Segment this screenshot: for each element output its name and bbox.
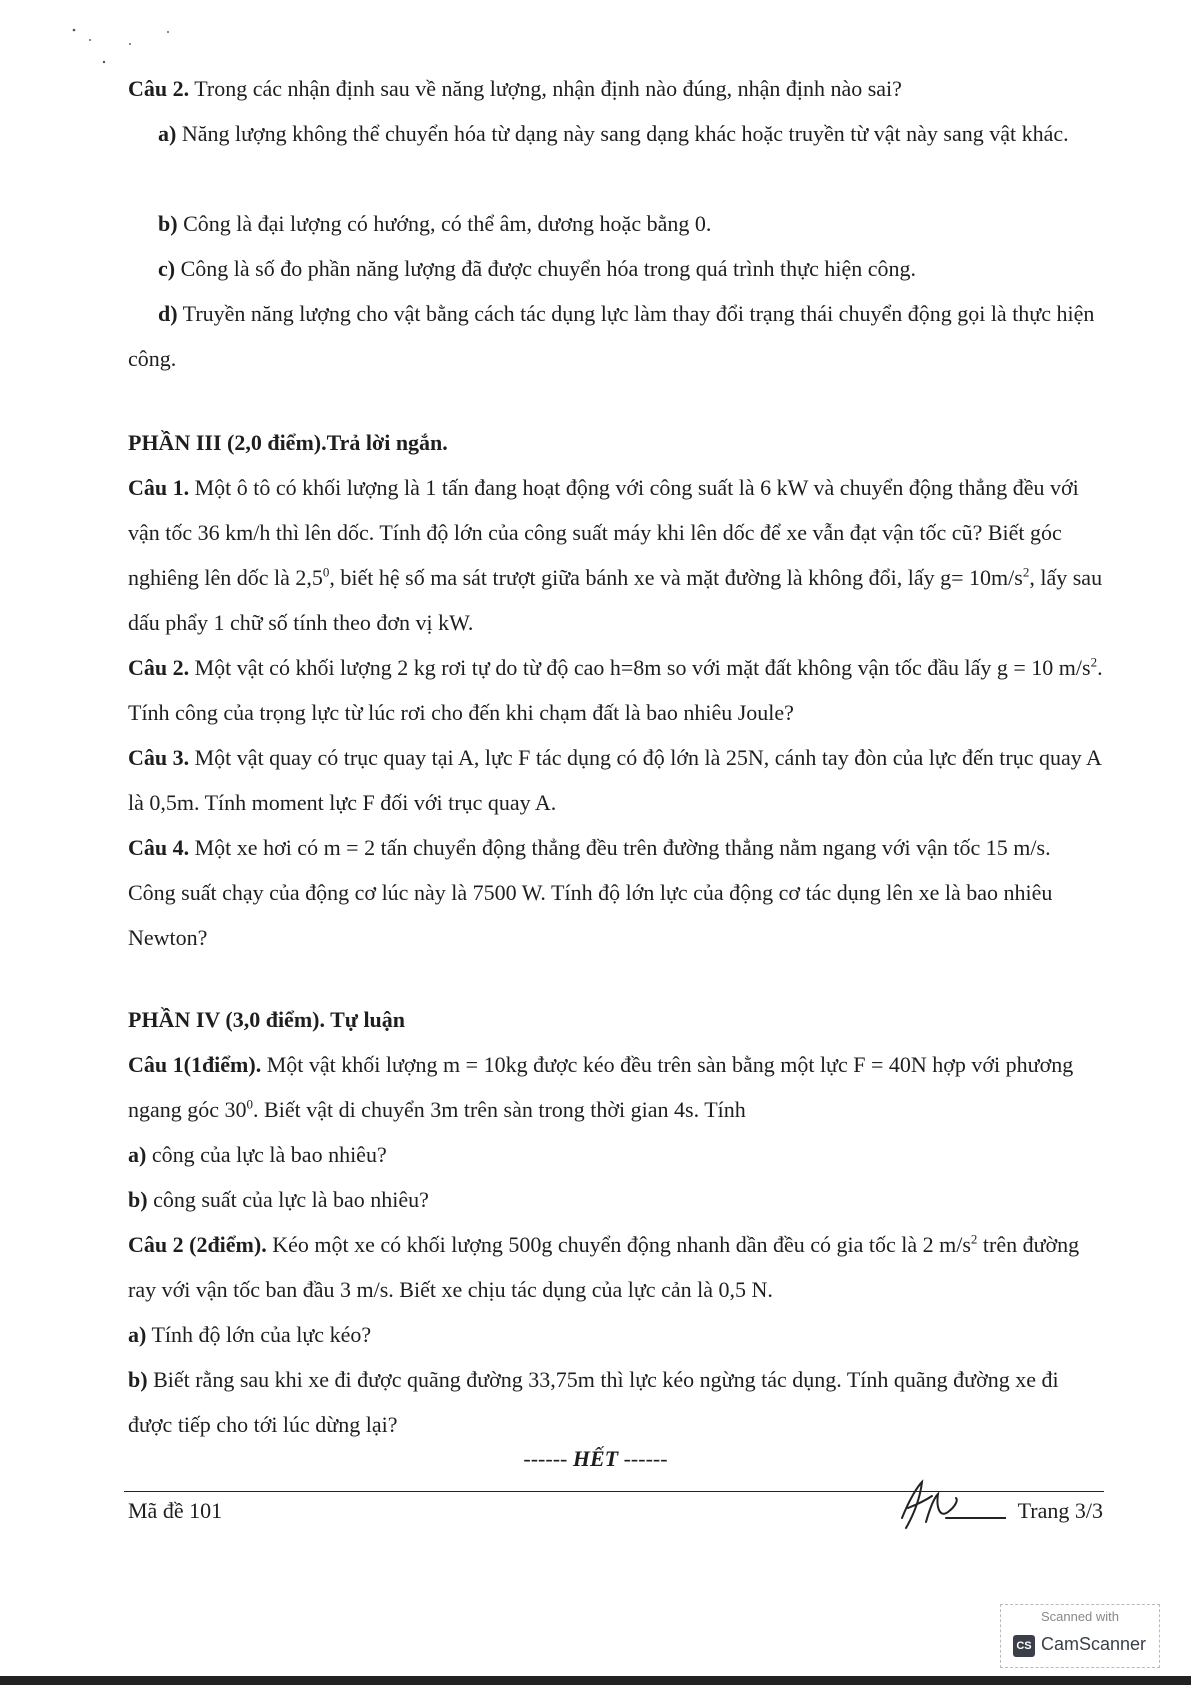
- question-text: Trong các nhận định sau về năng lượng, nhận định nào đúng, nhận định nào sai?: [194, 76, 902, 101]
- question-text: . Tính công của trọng lực từ lúc rơi cho đến khi chạm đất là bao nhiêu Joule?: [128, 655, 1103, 725]
- question-text: . Biết vật di chuyển 3m trên sàn trong thời gian 4s. Tính: [253, 1097, 746, 1122]
- part-3-question-4: [128, 825, 1103, 960]
- end-dashes-right: ------: [623, 1446, 668, 1471]
- subquestion-label: b): [128, 1367, 148, 1392]
- statement-a: [128, 111, 1103, 156]
- part-3-question-2: [128, 645, 1103, 735]
- statement-text: Công là số đo phần năng lượng đã được chuyển hóa trong quá trình thực hiện công.: [180, 256, 916, 281]
- statement-label: c): [158, 256, 176, 281]
- subquestion-label: a): [128, 1142, 147, 1167]
- question-text: Một vật có khối lượng 2 kg rơi tự do từ độ cao h=8m so với mặt đất không vận tốc đầu lấy g = 10 m/s: [194, 655, 1091, 680]
- subquestion-label: b): [128, 1187, 148, 1212]
- part-4-question-2-part-a: [128, 1312, 1103, 1357]
- superscript: 2: [970, 1231, 978, 1247]
- superscript: 2: [1090, 654, 1098, 670]
- question-label: Câu 1(1điểm).: [128, 1052, 262, 1077]
- part-3-question-1: [128, 465, 1103, 645]
- question-text: Một vật khối lượng m = 10kg được kéo đều trên sàn bằng một lực F = 40N hợp với phương ngang góc 30: [128, 1052, 1074, 1122]
- statement-label: b): [158, 211, 178, 236]
- part-3-question-3: [128, 735, 1103, 825]
- question-text: trên đường ray với vận tốc ban đầu 3 m/s. Biết xe chịu tác dụng của lực cản là 0,5 N.: [128, 1232, 1080, 1302]
- question-label: Câu 3.: [128, 745, 190, 770]
- statement-label: d): [158, 301, 178, 326]
- statement-text: Truyền năng lượng cho vật bằng cách tác dụng lực làm thay đổi trạng thái chuyển động gọi là thực hiện công.: [128, 301, 1095, 371]
- superscript: 0: [322, 564, 330, 580]
- camscanner-logo-icon: CS: [1013, 1635, 1035, 1657]
- scan-noise-marks: [60, 18, 180, 68]
- watermark-caption: Scanned with: [1040, 1609, 1120, 1624]
- question-text: Một xe hơi có m = 2 tấn chuyển động thẳng đều trên đường thẳng nằm ngang với vận tốc 15 m/s. Công suất chạy của động cơ lúc này là 7500 W. Tính độ lớn lực của động cơ tác dụng lên xe là bao nhiêu Newton?: [128, 835, 1053, 950]
- question-label: Câu 2.: [128, 76, 190, 101]
- question-text: Một vật quay có trục quay tại A, lực F tác dụng có độ lớn là 25N, cánh tay đòn của lực đến trục quay A là 0,5m. Tính moment lực F đối với trục quay A.: [128, 745, 1101, 815]
- question-text: Kéo một xe có khối lượng 500g chuyển động nhanh dần đều có gia tốc là 2 m/s: [272, 1232, 971, 1257]
- camscanner-watermark: [1000, 1604, 1160, 1668]
- subquestion-text: công của lực là bao nhiêu?: [151, 1142, 387, 1167]
- end-dashes-left: ------: [523, 1446, 568, 1471]
- end-marker: [0, 1446, 1191, 1472]
- part-4-question-2: [128, 1222, 1103, 1312]
- statement-b: [128, 201, 1103, 246]
- question-2-prompt: [128, 66, 1103, 111]
- subquestion-text: Biết rằng sau khi xe đi được quãng đường 33,75m thì lực kéo ngừng tác dụng. Tính quãng đường xe đi được tiếp cho tới lúc dừng lại?: [128, 1367, 1059, 1437]
- question-label: Câu 2 (2điểm).: [128, 1232, 267, 1257]
- question-label: Câu 4.: [128, 835, 190, 860]
- subquestion-label: a): [128, 1322, 147, 1347]
- statement-text: Năng lượng không thể chuyển hóa từ dạng này sang dạng khác hoặc truyền từ vật này sang vật khác.: [181, 121, 1069, 146]
- statement-label: a): [158, 121, 177, 146]
- part-4-question-2-part-b: [128, 1357, 1103, 1447]
- superscript: 2: [1022, 564, 1030, 580]
- part-4-question-1-part-a: [128, 1132, 1103, 1177]
- watermark-brand: CamScanner: [1041, 1634, 1147, 1654]
- statement-c: [128, 246, 1103, 291]
- question-text: , biết hệ số ma sát trượt giữa bánh xe và mặt đường là không đổi, lấy g= 10m/s: [329, 565, 1023, 590]
- part-4-heading: PHẦN IV (3,0 điểm). Tự luận: [128, 1007, 406, 1032]
- question-text: , lấy sau dấu phẩy 1 chữ số tính theo đơn vị kW.: [128, 565, 1103, 635]
- question-text: Một ô tô có khối lượng là 1 tấn đang hoạt động với công suất là 6 kW và chuyển động thẳng đều với vận tốc 36 km/h thì lên dốc. Tính độ lớn của công suất máy khi lên dốc để xe vẫn đạt vận tốc cũ? Biết góc nghiêng lên dốc là 2,5: [128, 475, 1079, 590]
- statement-d: [128, 291, 1103, 381]
- superscript: 0: [246, 1096, 254, 1112]
- question-label: Câu 1.: [128, 475, 190, 500]
- end-text: HẾT: [572, 1446, 619, 1471]
- part-4-question-1: [128, 1042, 1103, 1132]
- scan-edge-bar: [0, 1676, 1191, 1685]
- question-label: Câu 2.: [128, 655, 190, 680]
- statement-text: Công là đại lượng có hướng, có thể âm, dương hoặc bằng 0.: [183, 211, 712, 236]
- subquestion-text: Tính độ lớn của lực kéo?: [151, 1322, 372, 1347]
- part-4-question-1-part-b: [128, 1177, 1103, 1222]
- subquestion-text: công suất của lực là bao nhiêu?: [153, 1187, 429, 1212]
- exam-code: Mã đề 101: [128, 1498, 223, 1523]
- page-number: Trang 3/3: [1017, 1498, 1103, 1523]
- signature-mark: [896, 1478, 1006, 1538]
- part-3-heading: PHẦN III (2,0 điểm).Trả lời ngắn.: [128, 430, 448, 455]
